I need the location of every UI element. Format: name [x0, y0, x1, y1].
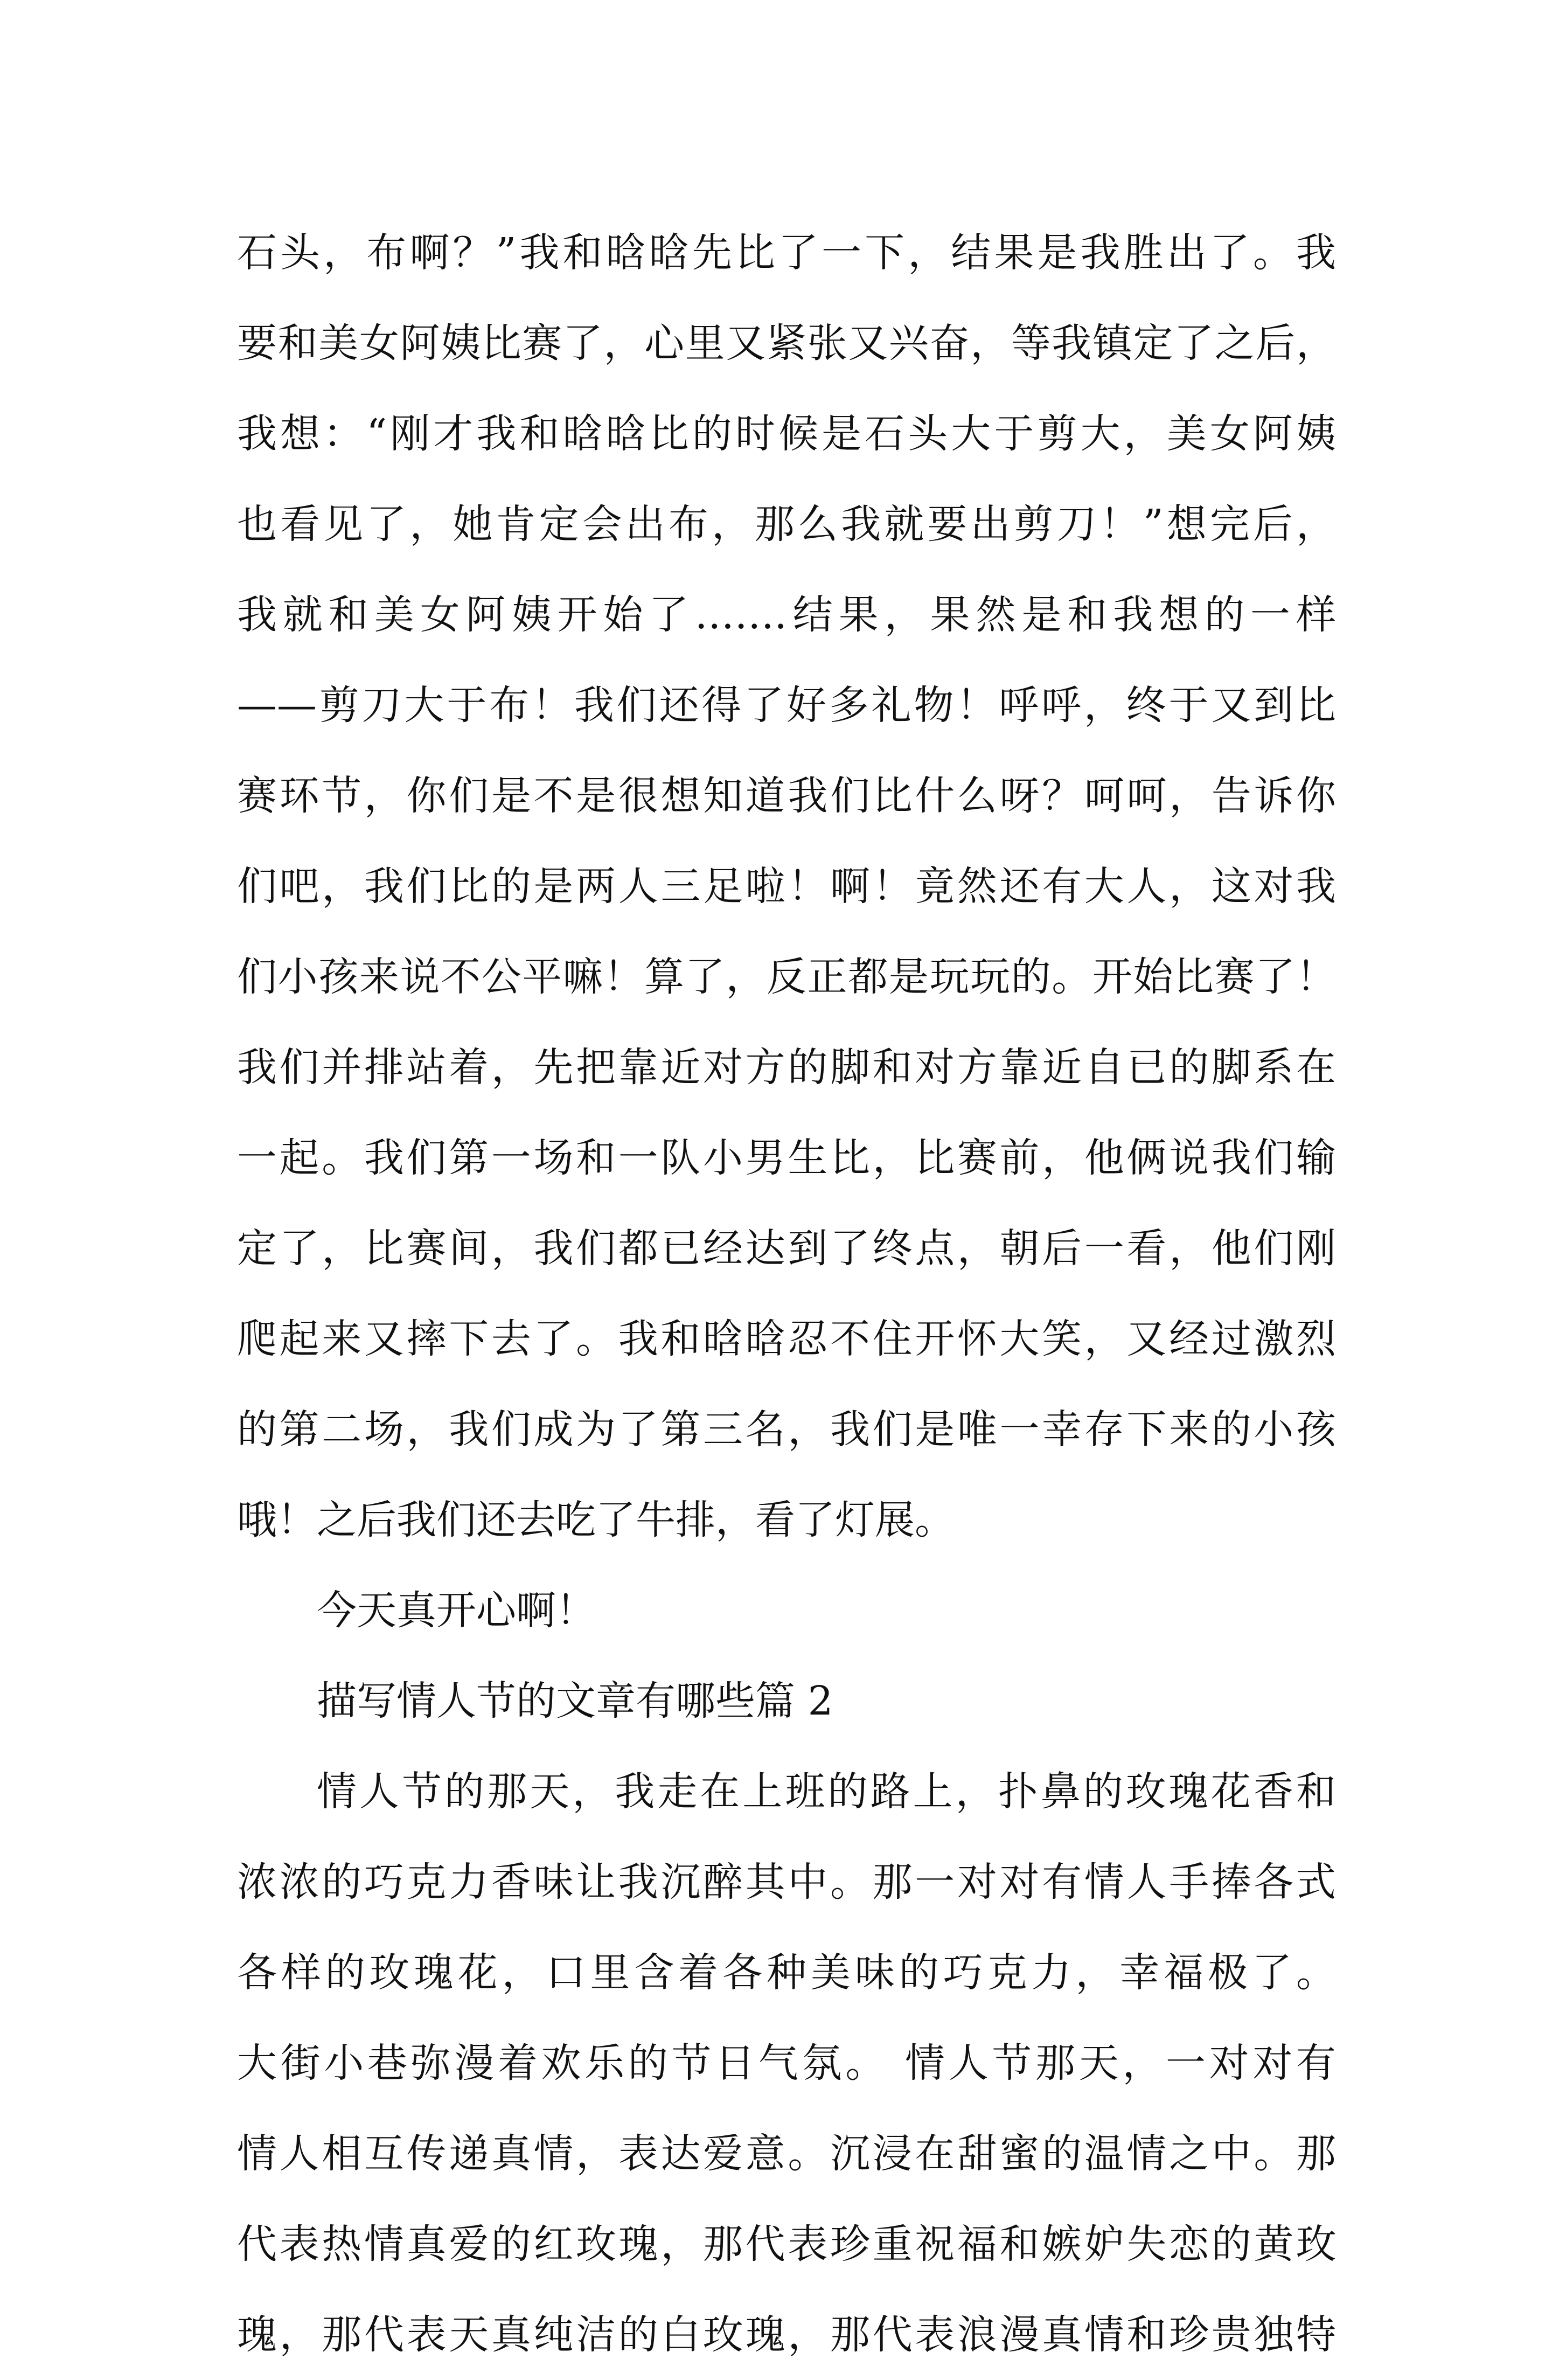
text-line: 石头，布啊？”我和晗晗先比了一下，结果是我胜出了。我: [237, 230, 1336, 276]
text-line: 我们并排站着，先把靠近对方的脚和对方靠近自已的脚系在: [237, 1044, 1336, 1091]
text-line: 描写情人节的文章有哪些篇 2: [317, 1678, 833, 1724]
text-line: 大街小巷弥漫着欢乐的节日气氛。 情人节那天，一对对有: [237, 2040, 1336, 2086]
text-line: 爬起来又摔下去了。我和晗晗忍不住开怀大笑，又经过激烈: [237, 1316, 1336, 1362]
text-line: 各样的玫瑰花，口里含着各种美味的巧克力，幸福极了。: [237, 1949, 1336, 1996]
document-body: [237, 207, 1336, 2380]
text-line: 今天真开心啊！: [317, 1587, 596, 1634]
text-line: 代表热情真爱的红玫瑰，那代表珍重祝福和嫉妒失恋的黄玫: [237, 2221, 1336, 2267]
text-line: 的第二场，我们成为了第三名，我们是唯一幸存下来的小孩: [237, 1406, 1336, 1453]
text-line: 也看见了，她肯定会出布，那么我就要出剪刀！”想完后，: [237, 501, 1336, 547]
text-line: 一起。我们第一场和一队小男生比，比赛前，他俩说我们输: [237, 1135, 1336, 1181]
text-line: 定了，比赛间，我们都已经达到了终点，朝后一看，他们刚: [237, 1225, 1336, 1272]
text-line: 哦！之后我们还去吃了牛排，看了灯展。: [237, 1497, 955, 1543]
text-line: 我就和美女阿姨开始了…….结果，果然是和我想的一样: [237, 592, 1336, 638]
text-line: 要和美女阿姨比赛了，心里又紧张又兴奋，等我镇定了之后，: [237, 320, 1336, 366]
text-line: ——剪刀大于布！我们还得了好多礼物！呼呼，终于又到比: [237, 682, 1336, 728]
text-line: 们吧，我们比的是两人三足啦！啊！竟然还有大人，这对我: [237, 863, 1336, 910]
text-line: 赛环节，你们是不是很想知道我们比什么呀？呵呵，告诉你: [237, 773, 1336, 819]
text-line: 瑰，那代表天真纯洁的白玫瑰，那代表浪漫真情和珍贵独特: [237, 2312, 1336, 2358]
text-line: 我想：“刚才我和晗晗比的时候是石头大于剪大，美女阿姨: [237, 411, 1336, 457]
text-line: 浓浓的巧克力香味让我沉醉其中。那一对对有情人手捧各式: [237, 1859, 1336, 1905]
text-line: 情人相互传递真情，表达爱意。沉浸在甜蜜的温情之中。那: [237, 2131, 1336, 2177]
text-line: 情人节的那天，我走在上班的路上，扑鼻的玫瑰花香和: [317, 1768, 1336, 1815]
text-line: 们小孩来说不公平嘛！算了，反正都是玩玩的。开始比赛了！: [237, 954, 1336, 1000]
